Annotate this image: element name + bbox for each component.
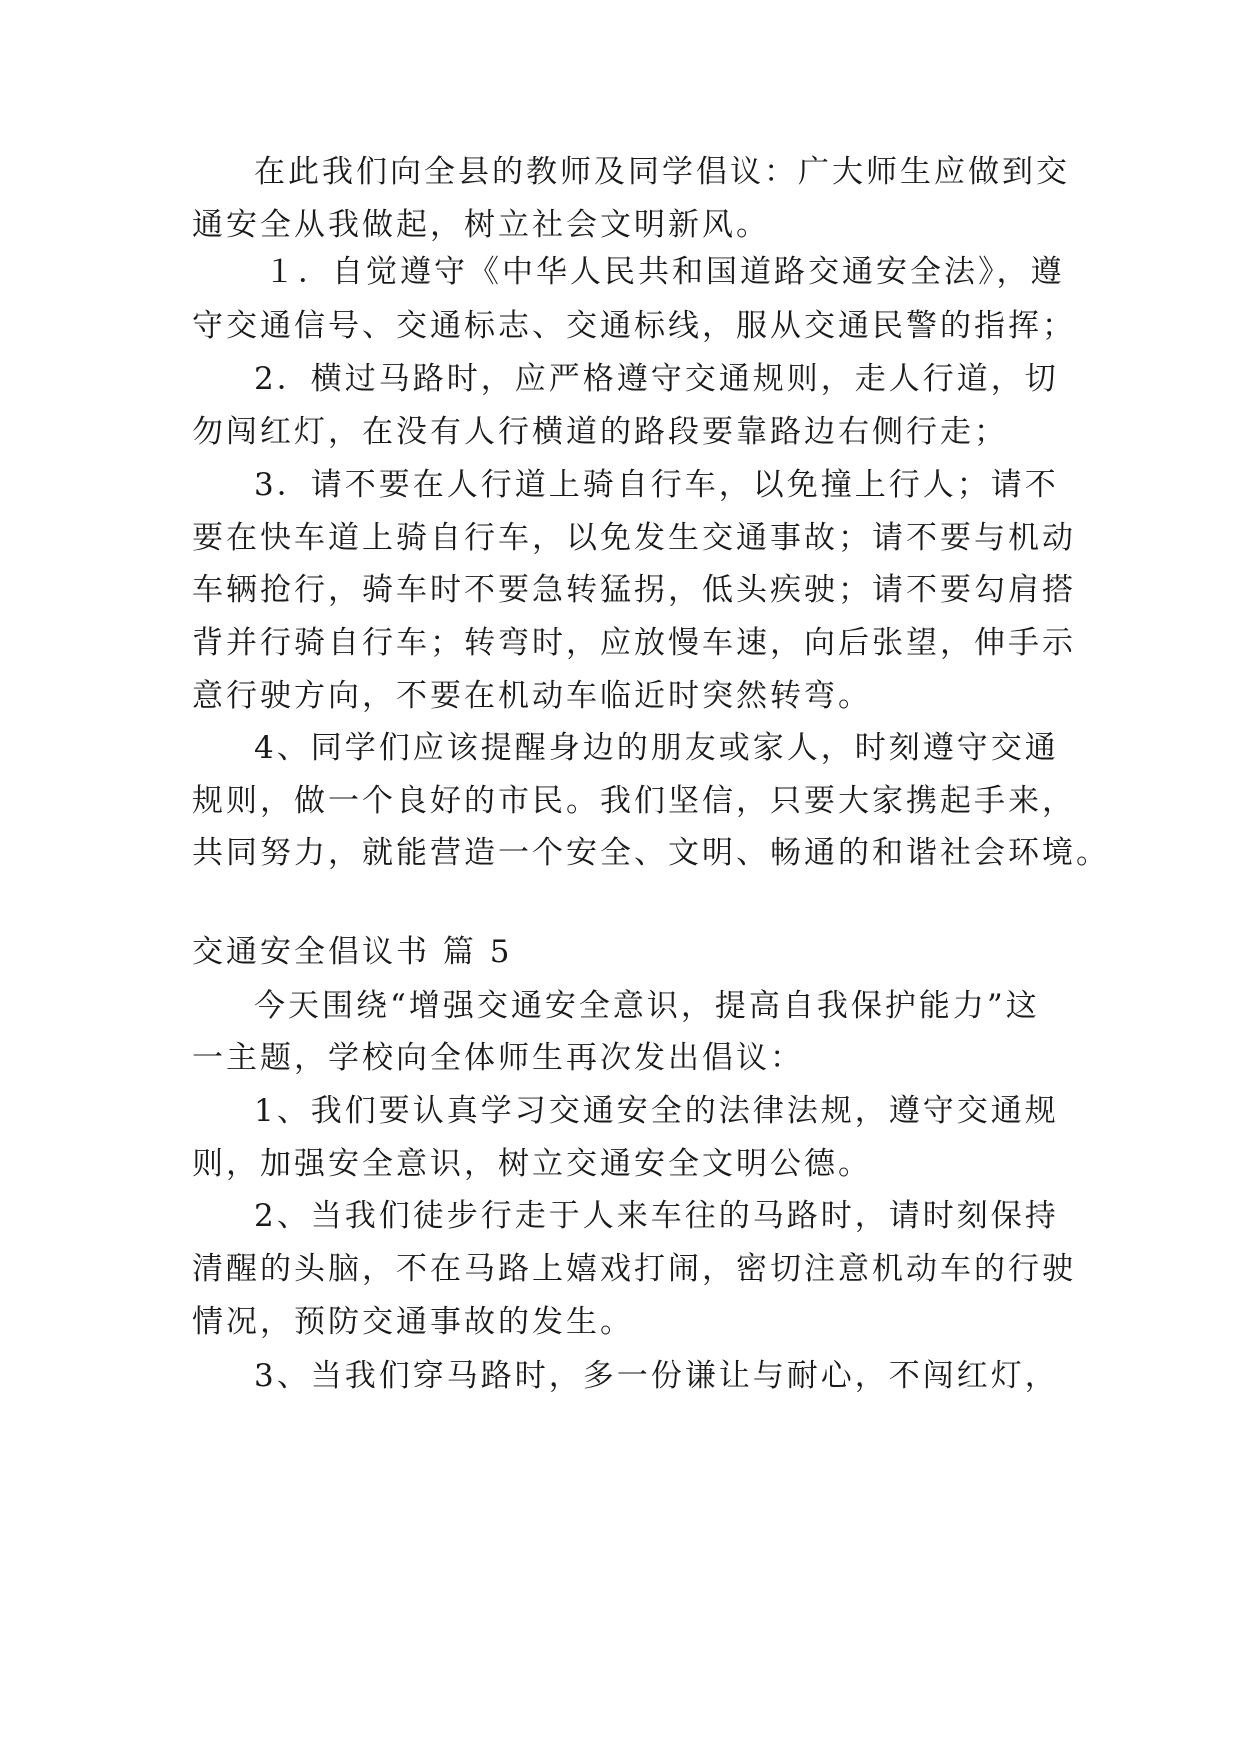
paragraph-line: 3、当我们穿马路时，多一份谦让与耐心，不闯红灯，	[254, 1358, 1059, 1394]
paragraph-line: 背并行骑自行车；转弯时，应放慢车速，向后张望，伸手示	[192, 625, 1076, 661]
paragraph-line: 规则，做一个良好的市民。我们坚信，只要大家携起手来，	[192, 783, 1076, 819]
paragraph-line: 2．横过马路时，应严格遵守交通规则，走人行道，切	[254, 361, 1059, 397]
paragraph-line: 4、同学们应该提醒身边的朋友或家人，时刻遵守交通	[254, 730, 1059, 766]
paragraph-line: 2、当我们徒步行走于人来车往的马路时，请时刻保持	[254, 1198, 1059, 1234]
paragraph-line: 通安全从我做起，树立社会文明新风。	[192, 207, 770, 243]
paragraph-line: 要在快车道上骑自行车，以免发生交通事故；请不要与机动	[192, 520, 1076, 556]
paragraph-line: 勿闯红灯，在没有人行横道的路段要靠路边右侧行走；	[192, 414, 1008, 450]
paragraph-line: 则，加强安全意识，树立交通安全文明公德。	[192, 1146, 872, 1182]
paragraph-line: 一主题，学校向全体师生再次发出倡议：	[192, 1040, 804, 1076]
paragraph-line: 情况，预防交通事故的发生。	[192, 1304, 634, 1340]
paragraph-line: 意行驶方向，不要在机动车临近时突然转弯。	[192, 678, 872, 714]
section-heading: 交通安全倡议书 篇 5	[192, 934, 513, 970]
paragraph-line: 车辆抢行，骑车时不要急转猛拐，低头疾驶；请不要勾肩搭	[192, 572, 1076, 608]
paragraph-line: 1、我们要认真学习交通安全的法律法规，遵守交通规	[254, 1093, 1059, 1129]
paragraph-line: 3．请不要在人行道上骑自行车，以免撞上行人；请不	[254, 467, 1059, 503]
paragraph-line: 今天围绕“增强交通安全意识，提高自我保护能力”这	[254, 988, 1040, 1024]
paragraph-line: 在此我们向全县的教师及同学倡议：广大师生应做到交	[254, 154, 1070, 190]
paragraph-line: 守交通信号、交通标志、交通标线，服从交通民警的指挥；	[192, 308, 1076, 344]
paragraph-line: 共同努力，就能营造一个安全、文明、畅通的和谐社会环境。	[192, 835, 1110, 871]
paragraph-line: １．自觉遵守《中华人民共和国道路交通安全法》，遵	[264, 254, 1065, 290]
paragraph-line: 清醒的头脑，不在马路上嬉戏打闹，密切注意机动车的行驶	[192, 1251, 1076, 1287]
